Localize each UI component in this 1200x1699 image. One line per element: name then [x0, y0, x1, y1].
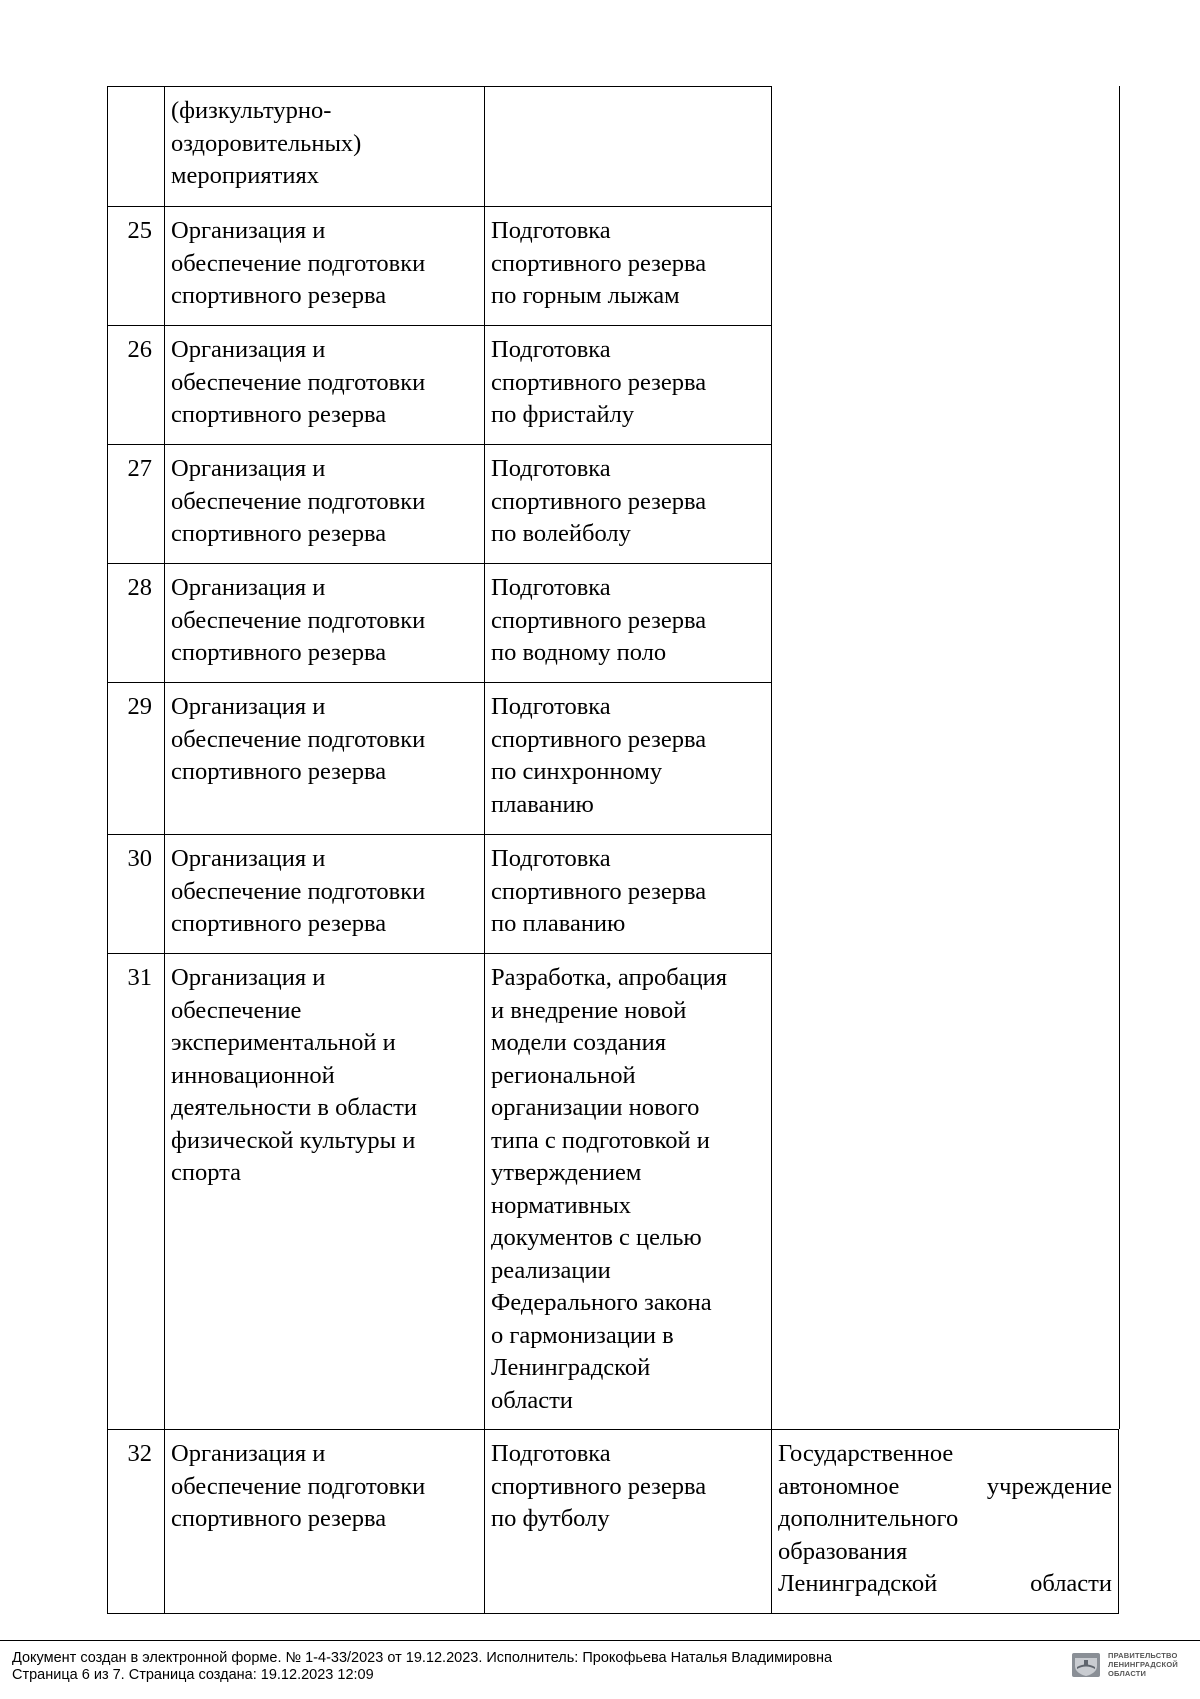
organization-cell-empty [772, 87, 1119, 1430]
activity-cell: Организация и обеспечение подготовки спортивного резерва [165, 445, 485, 564]
table-row [108, 1430, 1119, 1614]
organization-line: Ленинградской области [778, 1570, 1112, 1597]
content-cell: Разработка, апробация и внедрение новой модели создания региональной организации нового типа с подготовкой и утверждением нормативных документов с целью реализации Федерального закона о гармонизации в Ленинградской области [485, 954, 772, 1430]
organization-line: дополнительного [778, 1505, 959, 1532]
activity-cell: Организация и обеспечение подготовки спортивного резерва [165, 683, 485, 835]
activity-cell: Организация и обеспечение экспериментальной и инновационной деятельности в области физической культуры и спорта [165, 954, 485, 1430]
footer-logo-text: ПРАВИТЕЛЬСТВО ЛЕНИНГРАДСКОЙ ОБЛАСТИ [1108, 1651, 1178, 1678]
content-cell: Подготовка спортивного резерва по водному поло [485, 564, 772, 683]
activity-cell: Организация и обеспечение подготовки спортивного резерва [165, 207, 485, 326]
activities-table [107, 86, 1119, 1614]
row-number: 30 [108, 835, 165, 954]
content-cell: Подготовка спортивного резерва по футболу [485, 1430, 772, 1614]
row-number: 28 [108, 564, 165, 683]
organization-line: автономное учреждение [778, 1472, 1112, 1500]
organization-line: образования [778, 1537, 908, 1565]
content-cell: Подготовка спортивного резерва по синхронному плаванию [485, 683, 772, 835]
row-number: 27 [108, 445, 165, 564]
organization-line: Государственное [778, 1440, 954, 1467]
content-cell: Подготовка спортивного резерва по плаванию [485, 835, 772, 954]
activity-cell: (физкультурно- оздоровительных) мероприятиях [165, 87, 485, 207]
organization-cell [772, 1430, 1119, 1614]
row-number: 29 [108, 683, 165, 835]
right-border-line [1119, 86, 1120, 1429]
document-footer [0, 1640, 1200, 1699]
activity-cell: Организация и обеспечение подготовки спортивного резерва [165, 835, 485, 954]
content-cell: Подготовка спортивного резерва по горным лыжам [485, 207, 772, 326]
activity-cell: Организация и обеспечение подготовки спортивного резерва [165, 1430, 485, 1614]
activity-cell: Организация и обеспечение подготовки спортивного резерва [165, 564, 485, 683]
row-number [108, 87, 165, 207]
row-number: 31 [108, 954, 165, 1430]
footer-document-info: Документ создан в электронной форме. № 1-4-33/2023 от 19.12.2023. Исполнитель: Прокофьева Наталья Владимировна [12, 1650, 833, 1666]
footer-page-info: Страница 6 из 7. Страница создана: 19.12.2023 12:09 [12, 1667, 374, 1683]
activity-cell: Организация и обеспечение подготовки спортивного резерва [165, 326, 485, 445]
row-number: 26 [108, 326, 165, 445]
content-cell: Подготовка спортивного резерва по волейболу [485, 445, 772, 564]
coat-of-arms-icon [1071, 1652, 1101, 1678]
row-number: 32 [108, 1430, 165, 1614]
content-cell: Подготовка спортивного резерва по фристайлу [485, 326, 772, 445]
row-number: 25 [108, 207, 165, 326]
table-row [108, 87, 1119, 207]
content-cell [485, 87, 772, 207]
footer-text [12, 1650, 832, 1684]
